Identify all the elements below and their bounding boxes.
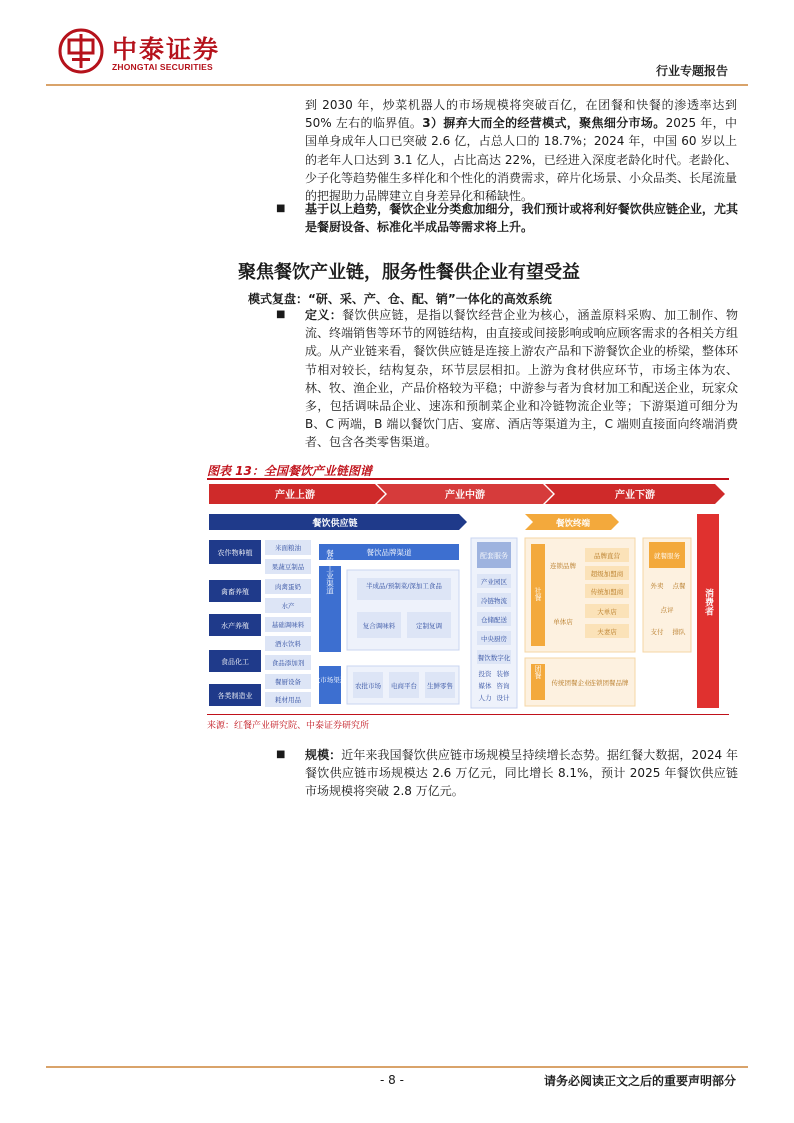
svg-text:餐饮数字化: 餐饮数字化 [477,654,511,662]
svg-text:装修: 装修 [496,670,510,678]
intro-paragraph [305,96,737,205]
svg-text:夫妻店: 夫妻店 [597,628,617,636]
svg-text:品牌直营: 品牌直营 [594,552,620,560]
svg-text:设计: 设计 [496,694,510,702]
svg-text:基础调味料: 基础调味料 [271,621,305,629]
stage-label-upstream: 产业上游 [275,490,315,501]
svg-text:媒体: 媒体 [478,682,492,690]
svg-text:超级加盟商: 超级加盟商 [590,570,624,578]
svg-text:排队: 排队 [672,628,686,636]
chain-items [585,548,629,638]
market-channel-bar [319,666,341,704]
intro-bold: 3）摒弃大而全的经营模式，聚焦细分市场。 [422,116,666,131]
svg-text:半成品/预制菜/深加工食品: 半成品/预制菜/深加工食品 [366,582,442,590]
header-divider [46,84,748,86]
svg-text:外卖: 外卖 [650,582,664,590]
svg-text:投资: 投资 [478,670,492,678]
svg-text:配套服务: 配套服务 [480,552,508,560]
svg-text:点评: 点评 [660,606,674,614]
svg-text:农作物种植: 农作物种植 [217,549,253,557]
svg-text:定制复调: 定制复调 [416,622,442,630]
svg-text:复合调味料: 复合调味料 [362,622,396,630]
page-number: - 8 - [380,1073,404,1087]
svg-text:禽畜养殖: 禽畜养殖 [221,588,249,596]
bullet-square-icon: ■ [276,309,286,320]
svg-text:水产: 水产 [281,602,295,610]
logo-english-name: ZHONGTAI SECURITIES [112,62,213,72]
logo-chinese-name: 中泰证券 [112,35,221,64]
footer-disclaimer: 请务必阅读正文之后的重要声明部分 [543,1074,736,1088]
svg-text:支付: 支付 [650,628,664,636]
scale-text: 近年来我国餐饮供应链市场规模呈持续增长态势。据红餐大数据，2024 年餐饮供应链市场规模达 2.6 万亿元，同比增长 8.1%，预计 2025 年餐饮供应链市场规模将突破 2.8 万亿元。 [305,748,738,799]
svg-text:大单店: 大单店 [597,608,617,616]
svg-text:电商平台: 电商平台 [391,682,417,690]
definition-text: 餐饮供应链，是指以餐饮经营企业为核心，涵盖原料采购、加工制作、物流、终端销售等环节的网链结构，由直接或间接影响或响应顾客需求的各相关方组成。从产业链来看，餐饮供应链是连接上游农产品和下游餐饮企业的桥梁，整体环节相对较长，结构复杂，环节层层相扣。上游为食材供应环节，市场主体为农、林、牧、渔企业，产品价格较为平稳；中游参与者为食材加工和配送企业，玩家众多，包括调味品企业、速冻和预制菜企业和冷链物流企业等；下游渠道可细分为 B、C 两端，B 端以餐饮门店、宴席、酒店等渠道为主，C 端则直接面向终端消费者、包含各类零售渠道。 [305,308,738,450]
svg-text:水产养殖: 水产养殖 [221,622,249,630]
figure-title: 图表 13：全国餐饮产业链图谱 [207,464,372,478]
svg-text:中央厨房: 中央厨房 [481,635,507,643]
section-title: 聚焦餐饮产业链，服务性餐供企业有望受益 [238,262,580,283]
bullet-definition [276,306,738,452]
svg-text:咨询: 咨询 [496,682,510,690]
svg-text:农批市场: 农批市场 [355,682,381,690]
svg-text:就餐服务: 就餐服务 [654,552,680,560]
chain-store-label: 连锁品牌 [550,562,576,570]
social-meal-label: 社餐 [534,587,542,601]
supply-chain-label: 餐饮供应链 [312,519,358,529]
definition-label: 定义： [305,308,343,322]
intro-text-a: 到 2030 年，炒菜机器人的市场规模将突破百亿，在团餐和快餐的渗透率达到 50% 左右的临界值。 [305,98,737,131]
upstream-right-column [265,540,311,707]
svg-text:酒水饮料: 酒水饮料 [275,640,301,648]
svg-text:点餐: 点餐 [672,582,686,590]
report-type: 行业专题报告 [655,64,728,78]
svg-text:各类制造业: 各类制造业 [217,692,253,700]
svg-text:产业园区: 产业园区 [481,578,507,586]
single-store-label: 单体店 [553,618,573,626]
bullet-square-icon: ■ [276,749,286,760]
svg-text:冷链物流: 冷链物流 [481,597,507,605]
stage-label-midstream: 产业中游 [445,490,485,501]
figure-bottom-rule [207,714,729,715]
svg-text:耗材用品: 耗材用品 [275,696,301,704]
terminal-label: 餐饮终端 [555,519,591,529]
stage-label-downstream: 产业下游 [615,490,655,501]
figure-title-rule [207,478,729,480]
group-meal-label: 团餐 [534,665,542,679]
svg-text:食品化工: 食品化工 [221,658,249,666]
market-channel-label: 大市场渠道 [313,676,347,684]
svg-text:传统加盟商: 传统加盟商 [590,588,624,596]
footer-divider [46,1066,748,1068]
svg-text:连锁团餐品牌: 连锁团餐品牌 [589,679,629,687]
svg-text:仓储配送: 仓储配送 [481,616,507,624]
company-logo [58,28,248,78]
svg-text:食品添加剂: 食品添加剂 [271,659,305,667]
intro-text-b: 2025 年，中国单身成年人口已突破 2.6 亿，占总人口的 18.7%；2024 年，中国 60 岁以上的老年人口达到 3.1 亿人，占比高达 22%，已经进入深度老龄化时代。老龄化、少子化等趋势催生多样化和个性化的消费需求，碎片化场景、小众品类、长尾流量的把握助力品牌建立自身差异化和稀缺性。 [305,116,738,204]
industrial-channel-label: 餐饮工业渠道 [325,549,335,595]
svg-text:传统团餐企业: 传统团餐企业 [551,679,591,687]
bullet-square-icon: ■ [276,203,286,214]
bullet-scale [276,746,738,801]
industry-chain-diagram [207,482,729,712]
svg-text:肉禽蛋奶: 肉禽蛋奶 [275,583,301,591]
svg-text:人力: 人力 [478,694,492,702]
section-subtitle: 模式复盘：“研、采、产、仓、配、销”一体化的高效系统 [248,292,552,306]
bullet-trend [276,200,738,236]
scale-label: 规模： [305,748,342,762]
figure-source: 来源：红餐产业研究院、中泰证券研究所 [207,721,370,731]
svg-text:生鲜零售: 生鲜零售 [427,682,453,690]
bullet-trend-text: 基于以上趋势，餐饮企业分类愈加细分，我们预计或将利好餐饮供应链企业，尤其是餐厨设备、标准化半成品等需求将上升。 [305,202,738,235]
svg-text:果蔬豆制品: 果蔬豆制品 [271,563,305,571]
upstream-left-column [209,540,261,706]
svg-text:米面粮油: 米面粮油 [275,544,301,552]
svg-text:餐厨设备: 餐厨设备 [275,678,301,686]
brand-channel-label: 餐饮品牌渠道 [366,548,412,557]
logo-mark-icon [58,28,104,74]
consumer-label: 消费者 [703,588,713,616]
